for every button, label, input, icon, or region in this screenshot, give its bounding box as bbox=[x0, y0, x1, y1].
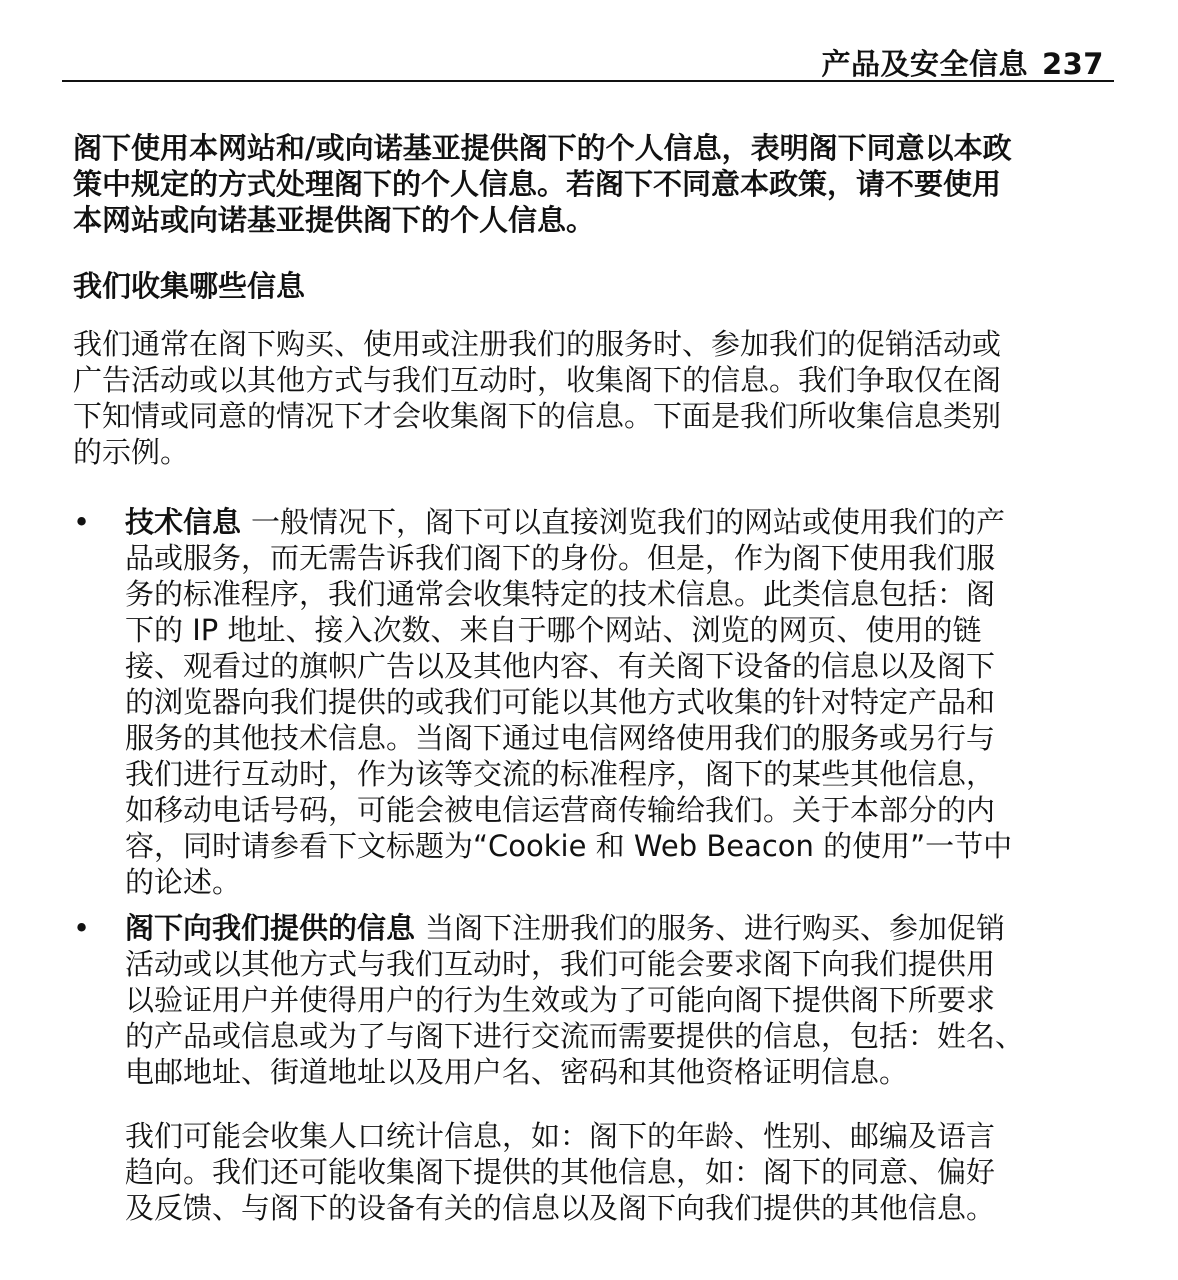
bullet-first-line-text: 当阁下注册我们的服务、进行购买、参加促销 bbox=[425, 911, 1006, 945]
bullet-line: 电邮地址、街道地址以及用户名、密码和其他资格证明信息。 bbox=[125, 1055, 909, 1089]
intro-paragraph bbox=[73, 130, 1113, 238]
bullet-line: 下的 IP 地址、接入次数、来自于哪个网站、浏览的网页、使用的链 bbox=[125, 613, 982, 647]
bullet-technical-info bbox=[73, 504, 1113, 900]
subparagraph-line: 及反馈、与阁下的设备有关的信息以及阁下向我们提供的其他信息。 bbox=[125, 1191, 996, 1225]
section-paragraph bbox=[73, 326, 1113, 470]
intro-line: 阁下使用本网站和/或向诺基亚提供阁下的个人信息，表明阁下同意以本政 bbox=[73, 131, 1012, 165]
bullet-term: 阁下向我们提供的信息 bbox=[125, 911, 416, 945]
intro-line: 策中规定的方式处理阁下的个人信息。若阁下不同意本政策，请不要使用 bbox=[73, 167, 1002, 201]
bullet-line: 接、观看过的旗帜广告以及其他内容、有关阁下设备的信息以及阁下 bbox=[125, 649, 996, 683]
page-number: 237 bbox=[1041, 47, 1104, 81]
content bbox=[73, 130, 1113, 1226]
bullet-first-line bbox=[125, 910, 1113, 946]
subparagraph-line: 我们可能会收集人口统计信息，如：阁下的年龄、性别、邮编及语言 bbox=[125, 1119, 996, 1153]
bullet-line: 品或服务，而无需告诉我们阁下的身份。但是，作为阁下使用我们服 bbox=[125, 541, 996, 575]
paragraph-line: 我们通常在阁下购买、使用或注册我们的服务时、参加我们的促销活动或 bbox=[73, 327, 1002, 361]
paragraph-line: 的示例。 bbox=[73, 435, 190, 469]
bullet-first-line-text: 一般情况下，阁下可以直接浏览我们的网站或使用我们的产 bbox=[251, 505, 1006, 539]
bullet-line: 以验证用户并使得用户的行为生效或为了可能向阁下提供阁下所要求 bbox=[125, 983, 996, 1017]
subparagraph-line: 趋向。我们还可能收集阁下提供的其他信息，如：阁下的同意、偏好 bbox=[125, 1155, 996, 1189]
paragraph-line: 广告活动或以其他方式与我们互动时，收集阁下的信息。我们争取仅在阁 bbox=[73, 363, 1002, 397]
section-heading: 我们收集哪些信息 bbox=[73, 269, 306, 303]
bullet-line: 服务的其他技术信息。当阁下通过电信网络使用我们的服务或另行与 bbox=[125, 721, 996, 755]
bullet-line: 我们进行互动时，作为该等交流的标准程序，阁下的某些其他信息， bbox=[125, 757, 996, 791]
intro-line: 本网站或向诺基亚提供阁下的个人信息。 bbox=[73, 203, 596, 237]
bullet-line: 的论述。 bbox=[125, 865, 242, 899]
header-text bbox=[821, 42, 1104, 83]
bullet-line: 活动或以其他方式与我们互动时，我们可能会要求阁下向我们提供用 bbox=[125, 947, 996, 981]
bullet-line: 的浏览器向我们提供的或我们可能以其他方式收集的针对特定产品和 bbox=[125, 685, 996, 719]
bullet-first-line bbox=[125, 504, 1113, 540]
bullet-line: 的产品或信息或为了与阁下进行交流而需要提供的信息，包括：姓名、 bbox=[125, 1019, 1025, 1053]
bullet-line: 务的标准程序，我们通常会收集特定的技术信息。此类信息包括：阁 bbox=[125, 577, 996, 611]
bullet-provided-info bbox=[73, 910, 1113, 1090]
paragraph-line: 下知情或同意的情况下才会收集阁下的信息。下面是我们所收集信息类别 bbox=[73, 399, 1002, 433]
section-title: 产品及安全信息 bbox=[821, 47, 1028, 81]
bullet-line: 容，同时请参看下文标题为“Cookie 和 Web Beacon 的使用”一节中 bbox=[125, 829, 1013, 863]
bullet-mark: • bbox=[73, 911, 91, 945]
running-header bbox=[62, 40, 1114, 82]
bullet-mark: • bbox=[73, 505, 91, 539]
demographic-paragraph bbox=[73, 1118, 1113, 1226]
bullet-line: 如移动电话号码，可能会被电信运营商传输给我们。关于本部分的内 bbox=[125, 793, 996, 827]
bullet-term: 技术信息 bbox=[125, 505, 242, 539]
